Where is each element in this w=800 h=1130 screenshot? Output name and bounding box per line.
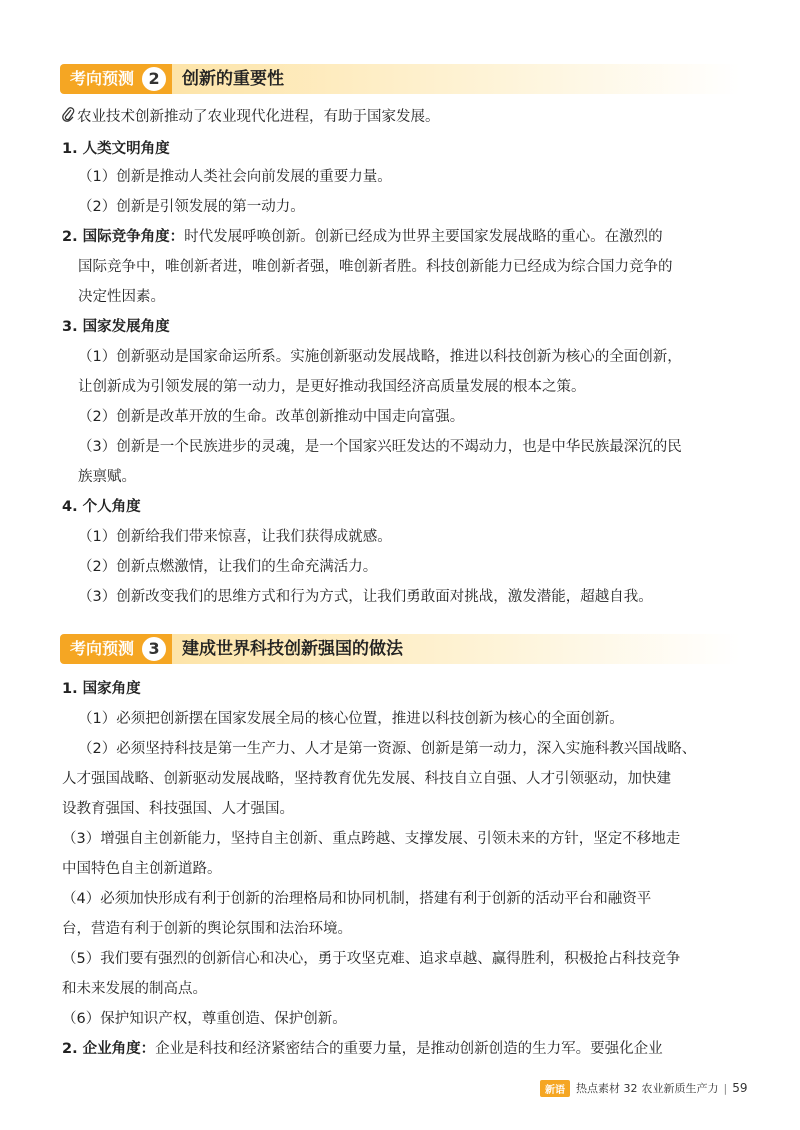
section-tag [60, 634, 172, 664]
heading-human-civilization: 1. 人类文明角度 [62, 141, 170, 157]
list-item: （3）创新改变我们的思维方式和行为方式，让我们勇敢面对挑战，激发潜能，超越自我。 [78, 589, 653, 605]
paragraph-line: 族禀赋。 [78, 469, 136, 485]
paragraph-line: 让创新成为引领发展的第一动力，是更好推动我国经济高质量发展的根本之策。 [78, 379, 586, 395]
list-item: （1）必须把创新摆在国家发展全局的核心位置，推进以科技创新为核心的全面创新。 [78, 711, 624, 727]
list-item: （3）增强自主创新能力，坚持自主创新、重点跨越、支撑发展、引领未来的方针，坚定不移地走 [62, 831, 681, 847]
list-item: （4）必须加快形成有利于创新的治理格局和协同机制，搭建有利于创新的活动平台和融资平 [62, 891, 652, 907]
section-header-3 [60, 632, 740, 666]
footer-separator: | [723, 1081, 728, 1095]
paragraph-line: 和未来发展的制高点。 [62, 981, 207, 997]
heading-international [62, 226, 663, 248]
list-item: （2）创新点燃激情，让我们的生命充满活力。 [78, 559, 378, 575]
list-item-text: （1）创新是推动人类社会向前发展的重要力量。 [78, 169, 392, 185]
section-intro [62, 106, 440, 128]
footer-subject: 农业新质生产力 [641, 1082, 719, 1095]
list-item: （2）创新是引领发展的第一动力。 [78, 199, 305, 215]
page-number: 59 [732, 1081, 748, 1095]
heading-text: 时代发展呼唤创新。创新已经成为世界主要国家发展战略的重心。在激烈的 [184, 229, 663, 245]
paragraph-line: 人才强国战略、创新驱动发展战略，坚持教育优先发展、科技自立自强、人才引领驱动，加快建 [62, 771, 671, 787]
section-header-2 [60, 62, 740, 96]
list-item: （1）创新驱动是国家命运所系。实施创新驱动发展战略，推进以科技创新为核心的全面创新， [78, 349, 682, 365]
heading-enterprise [62, 1038, 663, 1060]
list-item: （2）创新是改革开放的生命。改革创新推动中国走向富强。 [78, 409, 465, 425]
section-tag-label: 考向预测 [70, 69, 135, 88]
section-number: 2 [140, 65, 168, 93]
list-item: （2）必须坚持科技是第一生产力、人才是第一资源、创新是第一动力，深入实施科教兴国战略、 [78, 741, 697, 757]
heading-personal: 4. 个人角度 [62, 499, 141, 515]
heading-national: 1. 国家角度 [62, 681, 141, 697]
heading-text: 企业是科技和经济紧密结合的重要力量，是推动创新创造的生力军。要强化企业 [155, 1041, 663, 1057]
list-item: （5）我们要有强烈的创新信心和决心，勇于攻坚克难、追求卓越、赢得胜利，积极抢占科技竞争 [62, 951, 681, 967]
section-tag-label: 考向预测 [70, 639, 135, 658]
heading-label: 2. 企业角度： [62, 1041, 156, 1057]
section-number: 3 [140, 635, 168, 663]
footer-topic: 热点素材 32 [576, 1082, 638, 1095]
section-tag [60, 64, 172, 94]
section-title: 建成世界科技创新强国的做法 [172, 634, 740, 664]
section-title: 创新的重要性 [172, 64, 740, 94]
paperclip-icon [62, 107, 76, 123]
paragraph-line: 中国特色自主创新道路。 [62, 861, 222, 877]
paragraph-line: 国际竞争中，唯创新者进，唯创新者强，唯创新者胜。科技创新能力已经成为综合国力竞争的 [78, 259, 673, 275]
paragraph-line: 台，营造有利于创新的舆论氛围和法治环境。 [62, 921, 352, 937]
heading-label: 2. 国际竞争角度： [62, 229, 185, 245]
paragraph-line: 决定性因素。 [78, 289, 165, 305]
list-item: （1）创新给我们带来惊喜，让我们获得成就感。 [78, 529, 392, 545]
footer-brand: 新语 [540, 1080, 570, 1097]
list-item: （6）保护知识产权，尊重创造、保护创新。 [62, 1011, 347, 1027]
paragraph-line: 设教育强国、科技强国、人才强国。 [62, 801, 294, 817]
heading-national-dev: 3. 国家发展角度 [62, 319, 170, 335]
list-item [78, 166, 392, 188]
page-footer [540, 1078, 748, 1098]
list-item: （3）创新是一个民族进步的灵魂，是一个国家兴旺发达的不竭动力，也是中华民族最深沉的民 [78, 439, 682, 455]
intro-text: 农业技术创新推动了农业现代化进程，有助于国家发展。 [77, 109, 440, 125]
